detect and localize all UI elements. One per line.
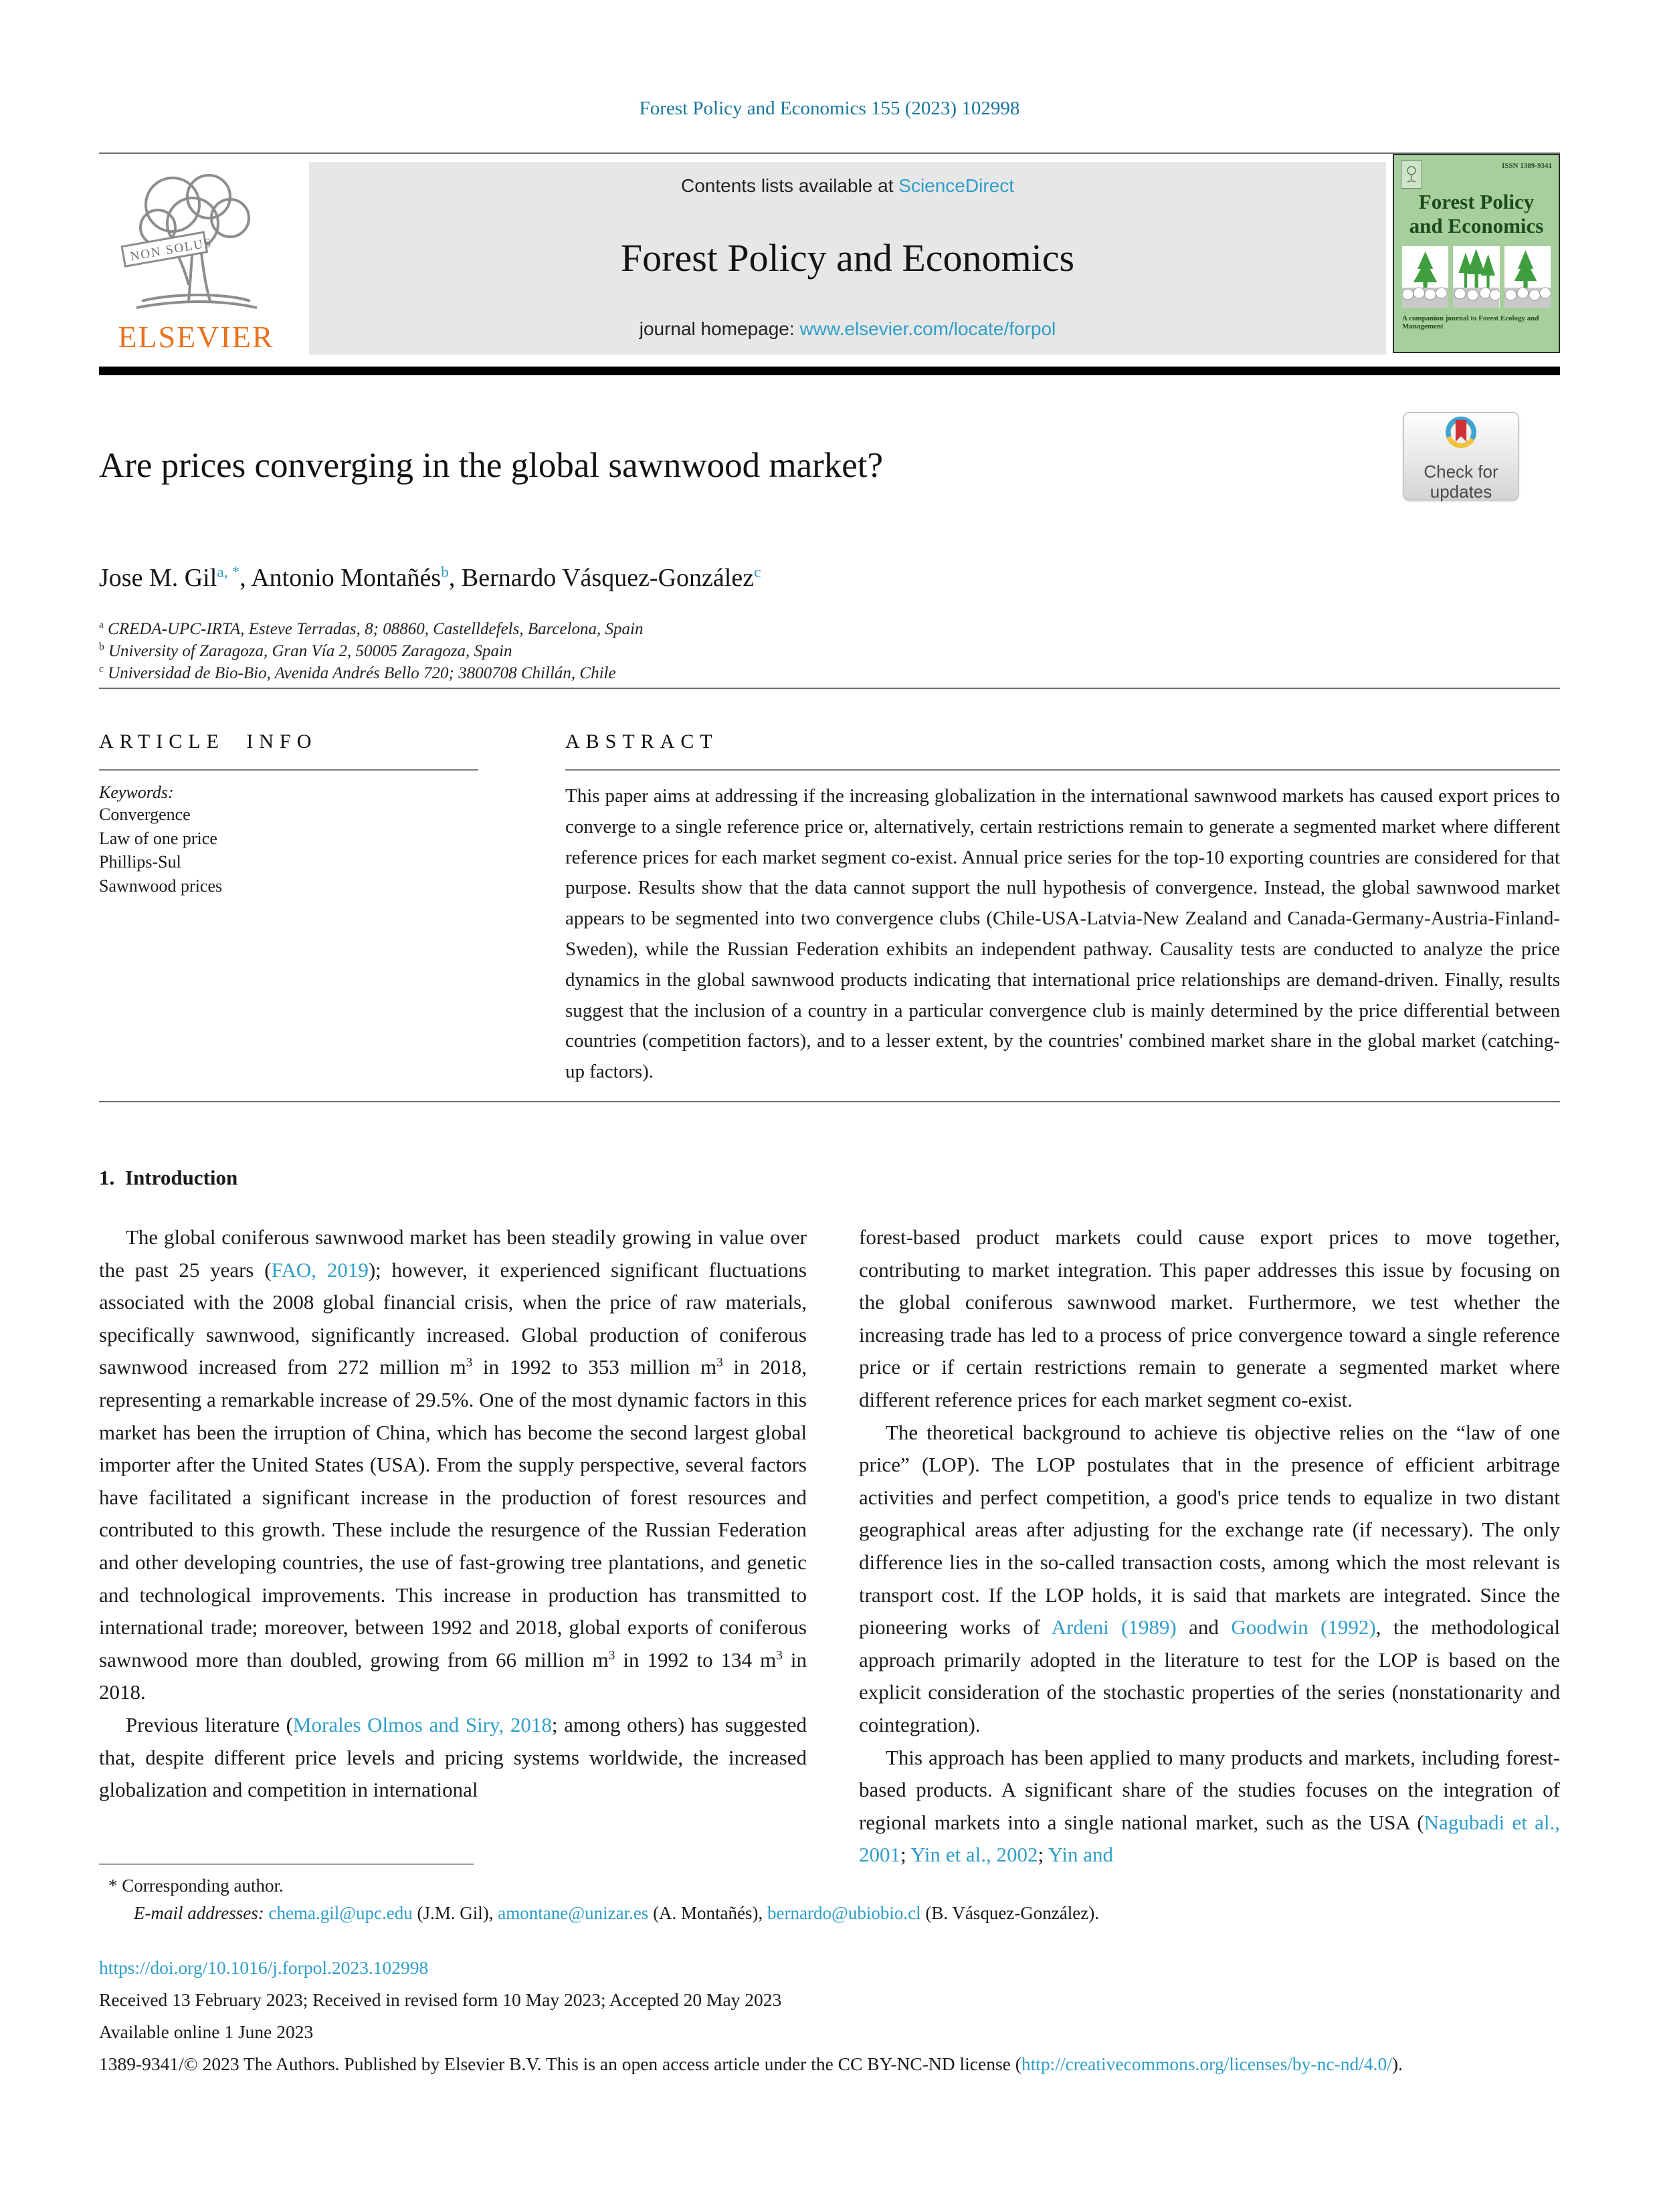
abstract-section: [565, 730, 1560, 1088]
keyword: Sawnwood prices: [99, 876, 223, 896]
check-updates-label: Check for updates: [1424, 462, 1498, 502]
footer-block: [99, 1952, 1560, 2080]
affiliation: $^b$ University of Zaragoza, Gran Vía 2, 50005 Zaragoza, Spain: [99, 641, 512, 660]
contents-line: Contents lists available at ScienceDirect: [680, 175, 1014, 196]
received-dates: Received 13 February 2023; Received in revised form 10 May 2023; Accepted 20 May 2023: [99, 1989, 782, 2010]
cover-issn: ISSN 1389-9341: [1502, 162, 1552, 170]
divider: [99, 688, 1560, 689]
available-online: Available online 1 June 2023: [99, 2021, 314, 2042]
paragraph: This approach has been applied to many products and markets, including forest-based products. A significant share of the studies focuses on the integration of regional markets into a single national market, such as the USA (Nagubadi et al., 2001; Yin et al., 2002; Yin and: [859, 1745, 1560, 1867]
journal-cover: [1393, 154, 1560, 353]
cover-panel: [1504, 246, 1551, 308]
cover-panel: [1453, 246, 1499, 308]
affiliations: [99, 618, 644, 684]
intro-left-column: [99, 1221, 807, 1807]
article-title: Are prices converging in the global sawnwood market?: [99, 446, 884, 485]
non-solus-banner-text: NON SOLUS: [129, 235, 214, 264]
divider: [99, 153, 1560, 154]
divider: [99, 1101, 1560, 1102]
doi-link[interactable]: https://doi.org/10.1016/j.forpol.2023.102998: [99, 1957, 429, 1978]
cover-caption: A companion journal to Forest Ecology and Management: [1402, 314, 1539, 330]
cover-illustration: [1402, 246, 1551, 308]
affiliation: $^c$ Universidad de Bio-Bio, Avenida Andrés Bello 720; 3800708 Chillán, Chile: [99, 663, 616, 682]
paragraph: The theoretical background to achieve tis objective relies on the “law of one price” (LOP). The LOP postulates that in the presence of efficient arbitrage activities and perfect competition, a good's price tends to equalize in two distant geographical areas after adjusting for the exchange rate (if necessary). The only difference lies in the so-called transaction costs, among which the most relevant is transport cost. If the LOP holds, it is said that markets are integrated. Since the pioneering works of Ardeni (1989) and Goodwin (1992), the methodological approach primarily adopted in the literature to test for the LOP is based on the explicit consideration of the stochastic properties of the series (nonstationarity and cointegration).: [859, 1420, 1560, 1736]
email-addresses: E-mail addresses: chema.gil@upc.edu (J.M. Gil), amontane@unizar.es (A. Montañés), bernardo@ubiobio.cl (B. Vásquez-González).: [134, 1903, 1099, 1923]
check-for-updates-badge[interactable]: [1403, 412, 1519, 500]
footnote-divider: [99, 1864, 474, 1865]
article-info-section: [99, 730, 478, 898]
journal-title: Forest Policy and Economics: [620, 235, 1075, 280]
paragraph: forest-based product markets could cause export prices to move together, contributing to market integration. This paper addresses this issue by focusing on the global coniferous sawnwood market. Furthermore, we test whether the increasing trade has led to a process of price convergence toward a single reference price or if certain restrictions remain to generate a segmented market where different reference prices for each market segment co-exist.: [859, 1225, 1560, 1411]
homepage-line: journal homepage: www.elsevier.com/locate/forpol: [639, 318, 1056, 339]
header-divider-bar: [99, 367, 1560, 375]
footnote-block: [99, 1864, 1560, 1924]
cover-elsevier-mark: [1401, 161, 1422, 189]
divider: [99, 769, 478, 771]
check-updates-icon: [1436, 413, 1486, 457]
article-info-heading: ARTICLE INFO: [99, 730, 318, 752]
divider: [565, 769, 1560, 771]
section-heading-introduction: 1. Introduction: [99, 1166, 238, 1189]
keywords-label: Keywords:: [99, 783, 174, 802]
elsevier-logo: [99, 167, 293, 357]
abstract-text: This paper aims at addressing if the increasing globalization in the international sawnwood markets has caused export prices to converge to a single reference price or, alternatively, certain restrictions remain to generate a segmented market where different reference prices for each market segment co-exist. Annual price series for the top-10 exporting countries are considered for that purpose. Results show that the data cannot support the null hypothesis of convergence. Instead, the global sawnwood market appears to be segmented into two convergence clubs (Chile-USA-Latvia-New Zealand and Canada-Germany-Austria-Finland-Sweden), while the Russian Federation exhibits an independent pathway. Causality tests are conducted to analyze the price dynamics in the global sawnwood products indicating that international price relationships are demand-driven. Finally, results suggest that the inclusion of a country in a particular convergence club is mainly determined by the price differential between countries (competition factors), and to a lesser extent, by the countries' combined market share in the global market (catching-up factors).: [565, 785, 1560, 1083]
elsevier-wordmark: ELSEVIER: [118, 320, 274, 354]
copyright-line: 1389-9341/© 2023 The Authors. Published by Elsevier B.V. This is an open access article under the CC BY-NC-ND license (http://creativecommons.org/licenses/by-nc-nd/4.0/).: [99, 2053, 1403, 2074]
keyword: Law of one price: [99, 828, 217, 848]
keyword: Convergence: [99, 805, 191, 824]
paragraph: The global coniferous sawnwood market has been steadily growing in value over the past 25 years (FAO, 2019); however, it experienced significant fluctuations associated with the 2008 global financial crisis, when the price of raw materials, specifically sawnwood, significantly increased. Global production of coniferous sawnwood increased from 272 million $m^3$ in 1992 to 353 million $m^3$ in 2018, representing a remarkable increase of 29.5%. One of the most dynamic factors in this market has been the irruption of China, which has become the second largest global importer after the United States (USA). From the supply perspective, several factors have facilitated a significant increase in the production of forest resources and contributed to this growth. These include the resurgence of the Russian Federation and other developing countries, the use of fast-growing tree plantations, and genetic and technological improvements. This increase in production has transmitted to international trade; moreover, between 1992 and 2018, global exports of coniferous sawnwood more than doubled, growing from 66 million $m^3$ in 1992 to 134 $m^3$ in 2018.: [99, 1225, 807, 1704]
abstract-heading: ABSTRACT: [565, 730, 718, 752]
affiliation: $^a$ CREDA-UPC-IRTA, Esteve Terradas, 8; 08860, Castelldefels, Barcelona, Spain: [99, 619, 644, 638]
intro-right-column: [859, 1221, 1560, 1872]
journal-banner: [309, 162, 1386, 355]
author-line: Jose M. Gil$^{a, *}$, Antonio Montañés$^b$, Bernardo Vásquez-González$^c$: [99, 563, 761, 592]
sciencedirect-link[interactable]: ScienceDirect: [898, 175, 1014, 196]
elsevier-tree-logo: [112, 167, 280, 320]
cover-title: Forest Policy and Economics: [1409, 190, 1544, 237]
journal-citation: Forest Policy and Economics 155 (2023) 102998: [639, 98, 1020, 119]
corresponding-author-note: * Corresponding author.: [108, 1876, 284, 1896]
journal-homepage-link[interactable]: www.elsevier.com/locate/forpol: [799, 318, 1056, 339]
cover-panel: [1402, 246, 1448, 308]
paragraph: Previous literature (Morales Olmos and Siry, 2018; among others) has suggested that, despite different price levels and pricing systems worldwide, the increased globalization and competition in international: [99, 1712, 807, 1802]
keyword: Phillips-Sul: [99, 852, 181, 872]
